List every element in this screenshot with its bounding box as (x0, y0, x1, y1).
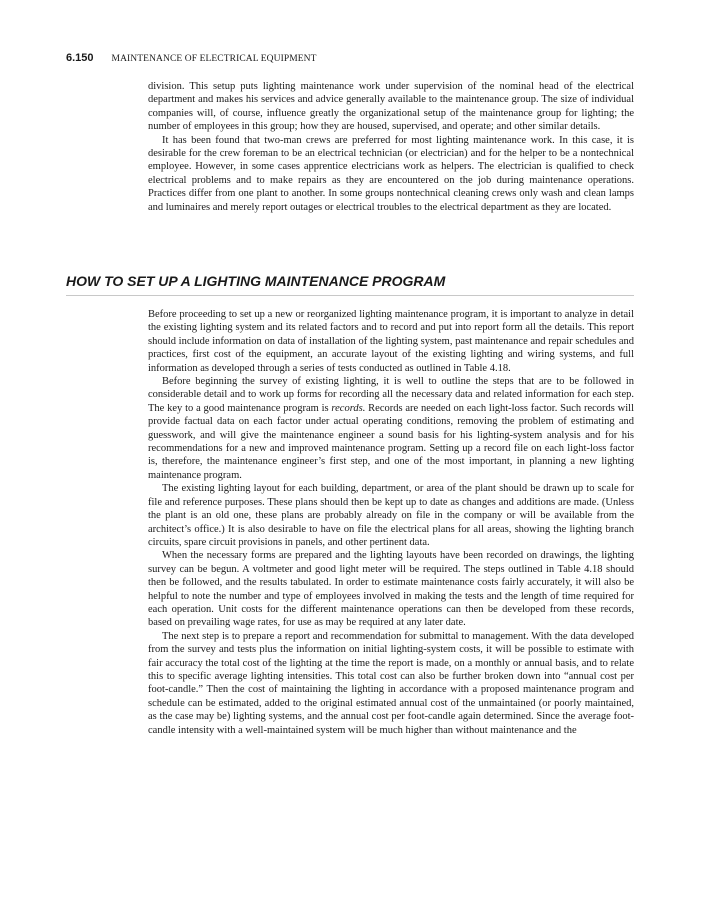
text-run: Before beginning the survey of existing lighting, it is well to outline the steps that are to be followed in considerable detail and to work up forms for recording all the necessary data and related information for each step. The key to a good maintenance program is (148, 376, 634, 414)
page-number: 6.150 (66, 52, 94, 64)
emphasis-text: records. (331, 402, 366, 414)
intro-text (148, 80, 634, 214)
paragraph: When the necessary forms are prepared and the lighting layouts have been recorded on drawings, the lighting survey can be begun. A voltmeter and good light meter will be required. The steps outlined in Table 4.18 should then be followed, and the results tabulated. In order to estimate maintenance costs fairly accurately, it will also be helpful to note the number and type of employees involved in making the tests and the length of time required for each operation. Unit costs for the different maintenance operations can then be developed from these records, based on prevailing wage rates, for use as may be required at any later date. (148, 550, 634, 629)
running-head (66, 52, 317, 64)
running-title: MAINTENANCE OF ELECTRICAL EQUIPMENT (111, 54, 317, 64)
paragraph: Before proceeding to set up a new or reorganized lighting maintenance program, it is important to analyze in detail the existing lighting system and its related factors and to record and put into report form all the details. This report should include information on data of installation of the lighting system, past maintenance and repair schedules and practices, first cost of the equipment, an accurate layout of the existing lighting and wiring systems, and full information as developed through a series of tests conducted as outlined in Table 4.18. (148, 309, 634, 374)
paragraph: division. This setup puts lighting maintenance work under supervision of the nominal head of the electrical department and makes his services and advice generally available to the maintenance group. The size of individual companies will, of course, influence greatly the organizational setup of the maintenance group for lighting; the number of employees in this group; how they are housed, supervised, and operate; and other similar details. (148, 81, 634, 133)
section-text (148, 308, 634, 737)
paragraph (148, 375, 634, 482)
paragraph: It has been found that two-man crews are preferred for most lighting maintenance work. In this case, it is desirable for the crew foreman to be an electrical technician (or electrician) and for the helper to be a nontechnical employee. However, in some cases apprentice electricians work as helpers. The electrician is qualified to check electrical problems and to make repairs as they are encountered on the job during maintenance operations. Practices differ from one plant to another. In some groups nontechnical cleaning crews only wash and clean lamps and luminaires and merely report outages or electrical troubles to the electrical department as they are located. (148, 134, 634, 213)
text-run: Records are needed on each light-loss factor. Such records will provide factual data on each factor under actual operating conditions, removing the problem of estimating and guesswork, and will give the maintenance engineer a sound basis for his lighting-system analysis and for his recommendations for a new and improved maintenance program. Setting up a record file on each light-loss factor is, therefore, the maintenance engineer’s first step, and one of the most important, in planning a new lighting maintenance program. (148, 402, 634, 481)
section-heading: HOW TO SET UP A LIGHTING MAINTENANCE PROGRAM (66, 273, 634, 296)
paragraph: The existing lighting layout for each building, department, or area of the plant should be drawn up to scale for file and reference purposes. These plans should then be kept up to date as changes and additions are made. (Unless the plant is an old one, these plans are probably already on file in the company or will be available from the architect’s office.) It is also desirable to have on file the electrical plans for all areas, showing the lighting branch circuits, spare circuit provisions in panels, and other pertinent data. (148, 483, 634, 548)
paragraph: The next step is to prepare a report and recommendation for submittal to management. With the data developed from the survey and tests plus the information on initial lighting-system costs, it will be possible to estimate with fair accuracy the total cost of the lighting at the time the report is made, on a monthly or annual basis, and to relate this to specific average lighting intensities. This total cost can also be further broken down into “annual cost per foot-candle.” Then the cost of maintaining the lighting in accordance with a proposed maintenance program and schedule can be estimated, added to the original estimated annual cost of the unmaintained (or poorly maintained, as the case may be) lighting systems, and the annual cost per foot-candle again determined. Since the average foot-candle intensity with a well-maintained system will be much higher than without maintenance and the (148, 630, 634, 736)
